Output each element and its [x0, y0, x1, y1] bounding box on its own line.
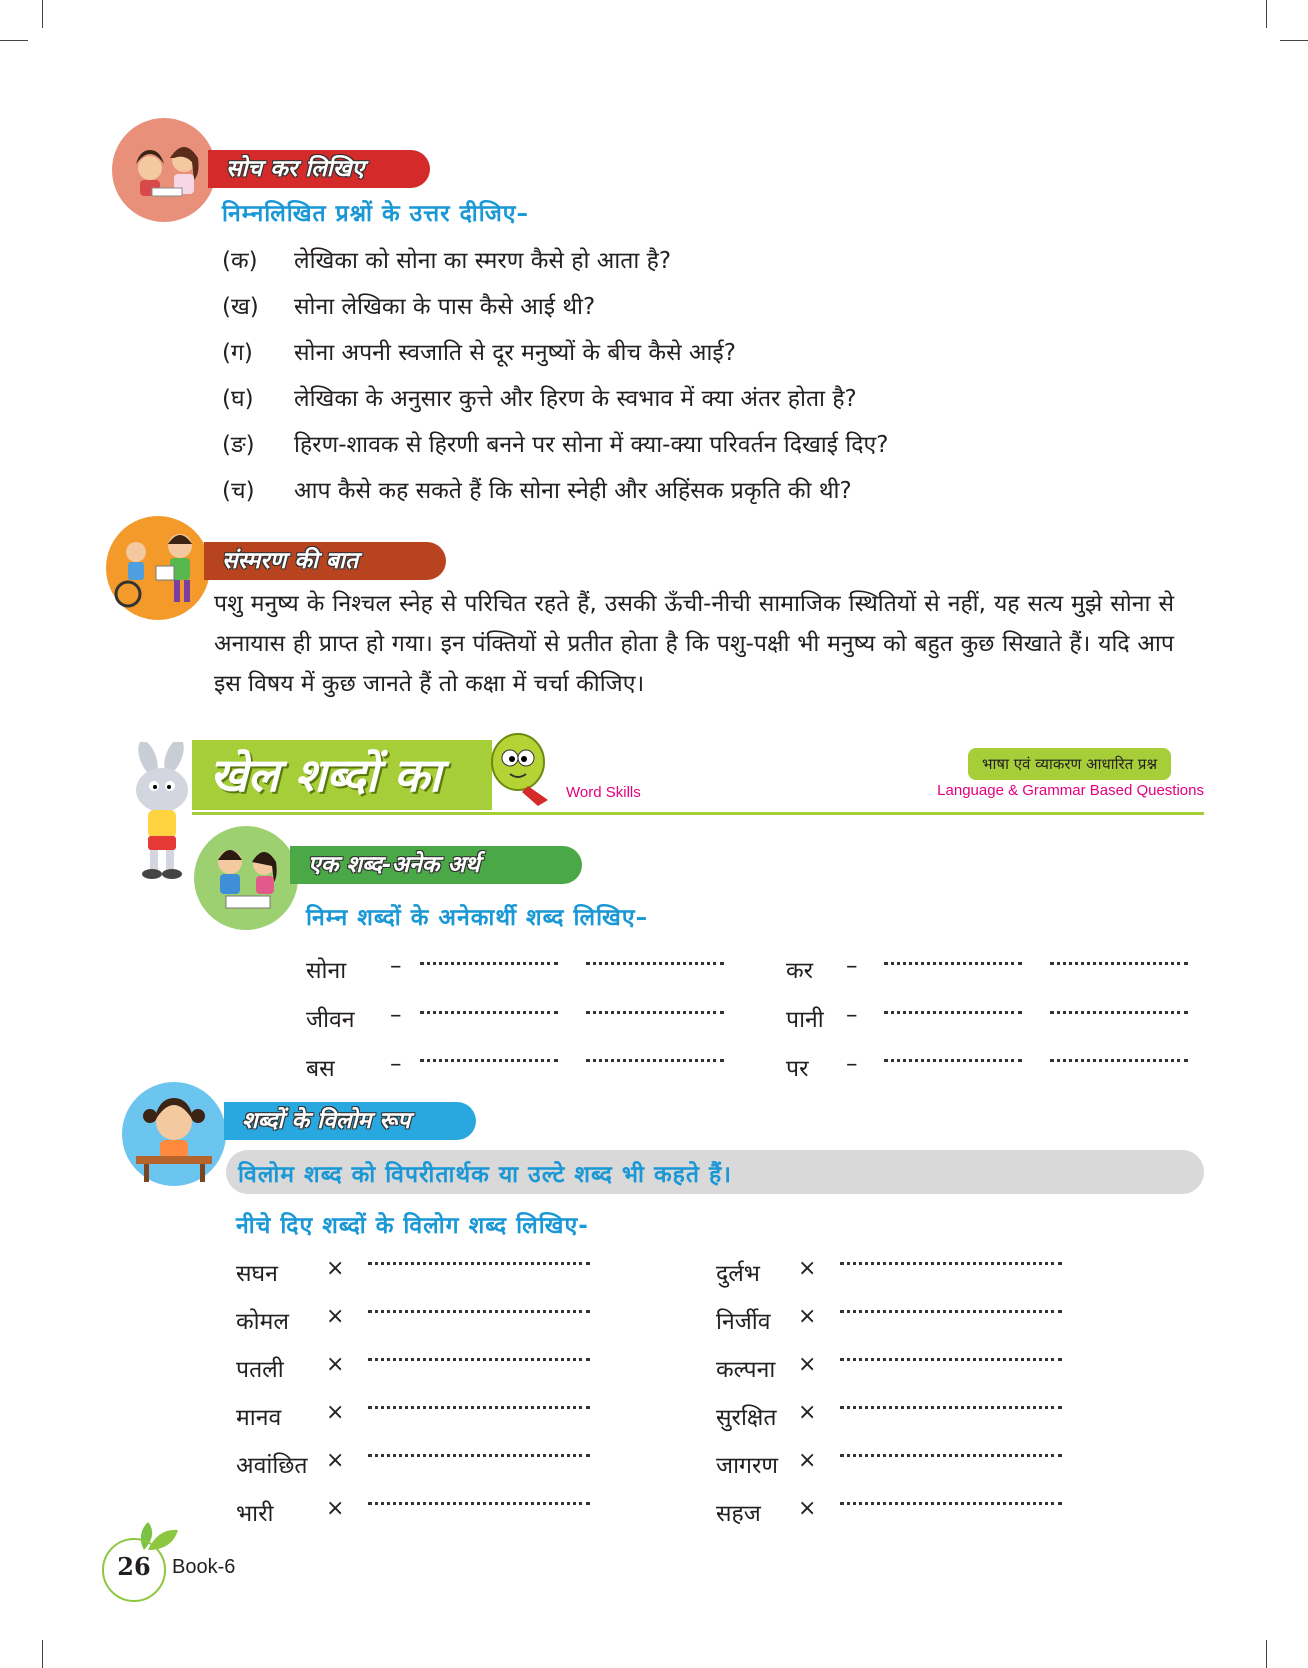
question-text: सोना अपनी स्वजाति से दूर मनुष्यों के बीच कैसे आई? [294, 340, 736, 366]
khel-title: खेल शब्दों का [210, 748, 442, 802]
question-number: (घ) [222, 386, 254, 412]
pencil-mascot-icon [488, 730, 554, 806]
anek-word: बस [306, 1056, 335, 1082]
vilom-word: सुरक्षित [716, 1405, 777, 1431]
question-item [222, 376, 888, 422]
question-text: हिरण-शावक से हिरणी बनने पर सोना में क्या-क्या परिवर्तन दिखाई दिए? [294, 432, 889, 458]
anek-word: कर [786, 958, 814, 984]
anek-word: पर [786, 1056, 809, 1082]
answer-blank[interactable] [884, 962, 1022, 965]
book-label: Book-6 [172, 1556, 236, 1578]
answer-blank[interactable] [840, 1406, 1062, 1409]
answer-blank[interactable] [420, 962, 558, 965]
khel-divider [192, 812, 1204, 815]
dash-separator: – [846, 1002, 858, 1028]
dash-separator: – [846, 1051, 858, 1077]
question-item [222, 330, 888, 376]
question-list [222, 238, 888, 514]
dash-separator: – [390, 953, 402, 979]
answer-blank[interactable] [840, 1262, 1062, 1265]
question-text: लेखिका को सोना का स्मरण कैसे हो आता है? [294, 248, 672, 274]
answer-blank[interactable] [840, 1454, 1062, 1457]
answer-blank[interactable] [884, 1011, 1022, 1014]
cross-mark: × [798, 1496, 817, 1521]
crop-mark [42, 1640, 43, 1668]
cross-mark: × [798, 1256, 817, 1281]
question-number: (ङ) [222, 432, 255, 458]
girl-at-desk-illustration [122, 1082, 226, 1186]
kids-playing-illustration [106, 516, 210, 620]
answer-blank[interactable] [840, 1502, 1062, 1505]
grammar-tag-hindi: भाषा एवं व्याकरण आधारित प्रश्न [968, 748, 1171, 780]
cross-mark: × [798, 1352, 817, 1377]
cross-mark: × [798, 1448, 817, 1473]
vilom-word: कल्पना [716, 1357, 776, 1383]
question-number: (ख) [222, 294, 259, 320]
answer-blank[interactable] [420, 1059, 558, 1062]
anek-word: जीवन [306, 1007, 355, 1033]
anek-word: पानी [786, 1007, 824, 1033]
page-number: 26 [117, 1552, 151, 1581]
answer-blank[interactable] [840, 1310, 1062, 1313]
answer-blank[interactable] [1050, 1059, 1188, 1062]
crop-mark [1266, 0, 1267, 28]
cross-mark: × [326, 1352, 345, 1377]
vilom-word: दुर्लभ [716, 1261, 760, 1287]
question-number: (ग) [222, 340, 253, 366]
soch-instruction: निम्नलिखित प्रश्नों के उत्तर दीजिए– [222, 201, 529, 227]
answer-blank[interactable] [368, 1406, 590, 1409]
dash-separator: – [390, 1051, 402, 1077]
crop-mark [0, 40, 28, 41]
kids-reading-illustration [112, 118, 216, 222]
vilom-word: मानव [236, 1405, 282, 1431]
cross-mark: × [326, 1304, 345, 1329]
answer-blank[interactable] [1050, 962, 1188, 965]
vilom-word: निर्जीव [716, 1309, 771, 1335]
word-skills-label: Word Skills [566, 784, 641, 801]
sansmaran-paragraph: पशु मनुष्य के निश्चल स्नेह से परिचित रहते हैं, उसकी ऊँची-नीची सामाजिक स्थितियों से नहीं, यह सत्य मुझे सोना से अनायास ही प्राप्त हो गया। इन पंक्तियों से प्रतीत होता है कि पशु-पक्षी भी मनुष्य को बहुत कुछ सिखाते हैं। यदि आप इस विषय में कुछ जानते हैं तो कक्षा में चर्चा कीजिए। [214, 591, 1174, 697]
answer-blank[interactable] [368, 1454, 590, 1457]
cross-mark: × [326, 1400, 345, 1425]
vilom-word: कोमल [236, 1309, 289, 1335]
vilom-word: जागरण [716, 1453, 779, 1479]
grammar-tag-english: Language & Grammar Based Questions [937, 782, 1204, 799]
question-item [222, 468, 888, 514]
question-text: सोना लेखिका के पास कैसे आई थी? [294, 294, 596, 320]
question-text: आप कैसे कह सकते हैं कि सोना स्नेही और अहिंसक प्रकृति की थी? [294, 478, 852, 504]
section-banner-sansmaran: संस्मरण की बात [204, 542, 446, 580]
answer-blank[interactable] [840, 1358, 1062, 1361]
vilom-word: अवांछित [236, 1453, 308, 1479]
cross-mark: × [326, 1496, 345, 1521]
vilom-word: सहज [716, 1501, 761, 1527]
cross-mark: × [326, 1448, 345, 1473]
dash-separator: – [846, 953, 858, 979]
answer-blank[interactable] [586, 1059, 724, 1062]
answer-blank[interactable] [586, 1011, 724, 1014]
anek-instruction: निम्न शब्दों के अनेकार्थी शब्द लिखिए– [306, 905, 649, 931]
cross-mark: × [798, 1400, 817, 1425]
question-item [222, 422, 888, 468]
cross-mark: × [798, 1304, 817, 1329]
question-number: (क) [222, 248, 258, 274]
vilom-instruction: नीचे दिए शब्दों के विलोग शब्द लिखिए- [236, 1213, 589, 1239]
vilom-definition: विलोम शब्द को विपरीतार्थक या उल्टे शब्द भी कहते हैं। [238, 1162, 732, 1188]
cross-mark: × [326, 1256, 345, 1281]
section-banner-soch: सोच कर लिखिए [208, 150, 430, 188]
question-number: (च) [222, 478, 255, 504]
question-item [222, 238, 888, 284]
dash-separator: – [390, 1002, 402, 1028]
section-banner-vilom: शब्दों के विलोम रूप [224, 1102, 476, 1140]
answer-blank[interactable] [586, 962, 724, 965]
anek-word: सोना [306, 958, 347, 984]
vilom-word: पतली [236, 1357, 284, 1383]
section-banner-anek: एक शब्द-अनेक अर्थ [290, 846, 582, 884]
crop-mark [1266, 1640, 1267, 1668]
vilom-word: भारी [236, 1501, 274, 1527]
answer-blank[interactable] [884, 1059, 1022, 1062]
answer-blank[interactable] [368, 1262, 590, 1265]
crop-mark [1280, 40, 1308, 41]
answer-blank[interactable] [368, 1310, 590, 1313]
question-text: लेखिका के अनुसार कुत्ते और हिरण के स्वभाव में क्या अंतर होता है? [294, 386, 857, 412]
kids-studying-illustration [194, 826, 298, 930]
question-item [222, 284, 888, 330]
answer-blank[interactable] [368, 1502, 590, 1505]
answer-blank[interactable] [1050, 1011, 1188, 1014]
crop-mark [42, 0, 43, 28]
vilom-word: सघन [236, 1261, 278, 1287]
answer-blank[interactable] [368, 1358, 590, 1361]
answer-blank[interactable] [420, 1011, 558, 1014]
